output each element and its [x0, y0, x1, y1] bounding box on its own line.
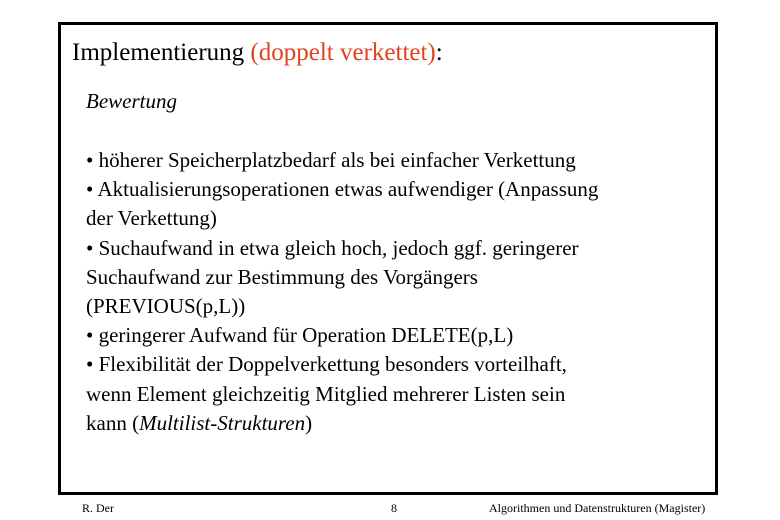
body-line: der Verkettung)	[86, 206, 217, 231]
footer-author: R. Der	[82, 501, 114, 515]
last-line-emphasis: Multilist-Strukturen	[139, 410, 306, 435]
slide-body	[86, 146, 726, 438]
body-line: • höherer Speicherplatzbedarf als bei einfacher Verkettung	[86, 148, 576, 172]
last-line-suffix: )	[305, 410, 313, 435]
footer-course-title: Algorithmen und Datenstrukturen (Magister)	[489, 501, 706, 515]
body-line: • Flexibilität der Doppelverkettung besonders vorteilhaft,	[86, 352, 567, 377]
title-highlight: (doppelt verkettet)	[250, 39, 436, 66]
body-line: wenn Element gleichzeitig Mitglied mehrerer Listen sein	[86, 381, 566, 406]
body-line-last	[86, 409, 726, 438]
body-line: Suchaufwand zur Bestimmung des Vorgängers	[86, 264, 478, 289]
footer-page-number: 8	[391, 501, 397, 515]
body-line: • Aktualisierungsoperationen etwas aufwendiger (Anpassung	[86, 177, 599, 202]
title-prefix: Implementierung	[72, 39, 251, 66]
title-suffix: :	[435, 39, 443, 66]
last-line-prefix: kann (	[86, 410, 140, 435]
body-line: (PREVIOUS(p,L))	[86, 294, 246, 319]
body-line: • geringerer Aufwand für Operation DELETE(p,L)	[86, 323, 514, 348]
section-subtitle: Bewertung	[86, 89, 177, 113]
slide-title	[72, 38, 443, 68]
body-line: • Suchaufwand in etwa gleich hoch, jedoch ggf. geringerer	[86, 235, 579, 260]
